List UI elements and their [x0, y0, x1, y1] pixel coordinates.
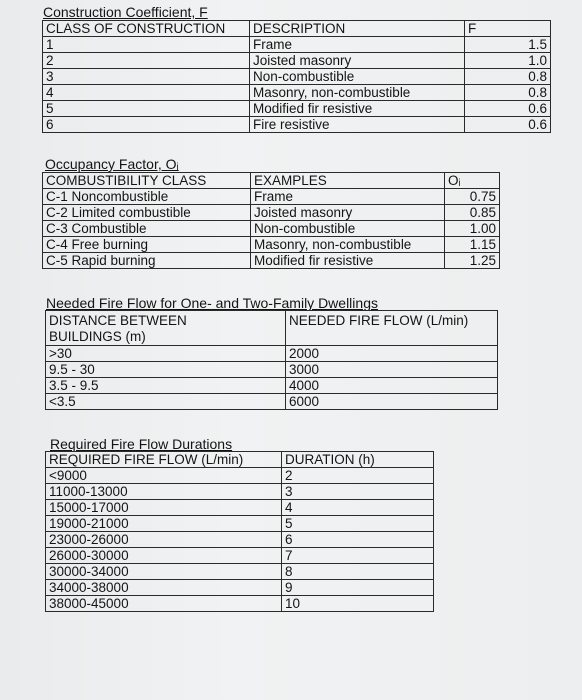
table-row [43, 69, 551, 85]
table-row [46, 378, 498, 394]
flow-cell: 2000 [286, 346, 498, 362]
flow-cell: 4000 [286, 378, 498, 394]
flow-range-cell: 19000-21000 [46, 516, 282, 532]
column-header: EXAMPLES [251, 173, 445, 189]
flow-cell: 6000 [286, 394, 498, 410]
occupancy-factor-table [42, 172, 500, 269]
description-cell: Masonry, non-combustible [250, 85, 465, 101]
column-header: COMBUSTIBILITY CLASS [43, 173, 251, 189]
column-header: REQUIRED FIRE FLOW (L/min) [46, 452, 282, 468]
description-cell: Joisted masonry [250, 53, 465, 69]
class-cell: 4 [43, 85, 250, 101]
flow-range-cell: 15000-17000 [46, 500, 282, 516]
column-header [46, 311, 286, 346]
description-cell: Modified fir resistive [250, 101, 465, 117]
duration-cell: 8 [282, 564, 434, 580]
fire-flow-durations-title: Required Fire Flow Durations [50, 436, 233, 452]
table-header-row [43, 21, 551, 37]
f-cell: 0.8 [465, 85, 551, 101]
needed-fire-flow-title: Needed Fire Flow for One- and Two-Family Dwellings [46, 295, 378, 311]
column-header: F [465, 21, 551, 37]
table-row [46, 532, 434, 548]
duration-cell: 5 [282, 516, 434, 532]
table-row [46, 346, 498, 362]
column-header: DESCRIPTION [250, 21, 465, 37]
flow-cell: 3000 [286, 362, 498, 378]
table-row [43, 237, 500, 253]
table-row [46, 500, 434, 516]
flow-range-cell: 26000-30000 [46, 548, 282, 564]
table-header-row [46, 311, 498, 346]
table-row [46, 468, 434, 484]
class-cell: C-3 Combustible [43, 221, 251, 237]
table-header-row [43, 173, 500, 189]
occupancy-factor-title: Occupancy Factor, Oᵢ [45, 156, 179, 172]
f-cell: 0.6 [465, 117, 551, 133]
f-cell: 1.0 [465, 53, 551, 69]
needed-fire-flow-table [45, 310, 498, 410]
flow-range-cell: 30000-34000 [46, 564, 282, 580]
column-header: Oᵢ [445, 173, 500, 189]
distance-cell: 9.5 - 30 [46, 362, 286, 378]
table-row [46, 394, 498, 410]
construction-coefficient-title: Construction Coefficient, F [43, 4, 208, 20]
table-row [43, 85, 551, 101]
oi-cell: 0.85 [445, 205, 500, 221]
construction-coefficient-table [42, 20, 551, 133]
description-cell: Non-combustible [250, 69, 465, 85]
distance-cell: <3.5 [46, 394, 286, 410]
oi-cell: 0.75 [445, 189, 500, 205]
duration-cell: 9 [282, 580, 434, 596]
description-cell: Fire resistive [250, 117, 465, 133]
class-cell: C-4 Free burning [43, 237, 251, 253]
table-row [43, 253, 500, 269]
fire-flow-durations-table [45, 451, 434, 612]
table-row [46, 596, 434, 612]
example-cell: Non-combustible [251, 221, 445, 237]
table-row [46, 516, 434, 532]
example-cell: Masonry, non-combustible [251, 237, 445, 253]
class-cell: 1 [43, 37, 250, 53]
flow-range-cell: <9000 [46, 468, 282, 484]
table-row [43, 205, 500, 221]
class-cell: C-2 Limited combustible [43, 205, 251, 221]
class-cell: 2 [43, 53, 250, 69]
table-row [43, 117, 551, 133]
class-cell: 3 [43, 69, 250, 85]
table-row [43, 189, 500, 205]
class-cell: C-1 Noncombustible [43, 189, 251, 205]
flow-range-cell: 38000-45000 [46, 596, 282, 612]
f-cell: 0.8 [465, 69, 551, 85]
distance-header-line-2: BUILDINGS (m) [49, 329, 146, 344]
oi-cell: 1.25 [445, 253, 500, 269]
table-row [46, 362, 498, 378]
distance-cell: 3.5 - 9.5 [46, 378, 286, 394]
table-row [46, 564, 434, 580]
table-row [43, 37, 551, 53]
table-row [43, 53, 551, 69]
column-header: NEEDED FIRE FLOW (L/min) [286, 311, 498, 346]
oi-cell: 1.15 [445, 237, 500, 253]
duration-cell: 2 [282, 468, 434, 484]
table-row [46, 484, 434, 500]
column-header: CLASS OF CONSTRUCTION [43, 21, 250, 37]
class-cell: 5 [43, 101, 250, 117]
duration-cell: 6 [282, 532, 434, 548]
description-cell: Frame [250, 37, 465, 53]
class-cell: C-5 Rapid burning [43, 253, 251, 269]
duration-cell: 10 [282, 596, 434, 612]
table-row [43, 221, 500, 237]
table-row [46, 548, 434, 564]
f-cell: 0.6 [465, 101, 551, 117]
flow-range-cell: 11000-13000 [46, 484, 282, 500]
distance-header-line-1: DISTANCE BETWEEN [49, 313, 187, 328]
table-row [46, 580, 434, 596]
table-row [43, 101, 551, 117]
example-cell: Frame [251, 189, 445, 205]
flow-range-cell: 23000-26000 [46, 532, 282, 548]
flow-range-cell: 34000-38000 [46, 580, 282, 596]
distance-cell: >30 [46, 346, 286, 362]
oi-cell: 1.00 [445, 221, 500, 237]
duration-cell: 3 [282, 484, 434, 500]
duration-cell: 4 [282, 500, 434, 516]
example-cell: Modified fir resistive [251, 253, 445, 269]
column-header: DURATION (h) [282, 452, 434, 468]
table-header-row [46, 452, 434, 468]
f-cell: 1.5 [465, 37, 551, 53]
class-cell: 6 [43, 117, 250, 133]
duration-cell: 7 [282, 548, 434, 564]
example-cell: Joisted masonry [251, 205, 445, 221]
